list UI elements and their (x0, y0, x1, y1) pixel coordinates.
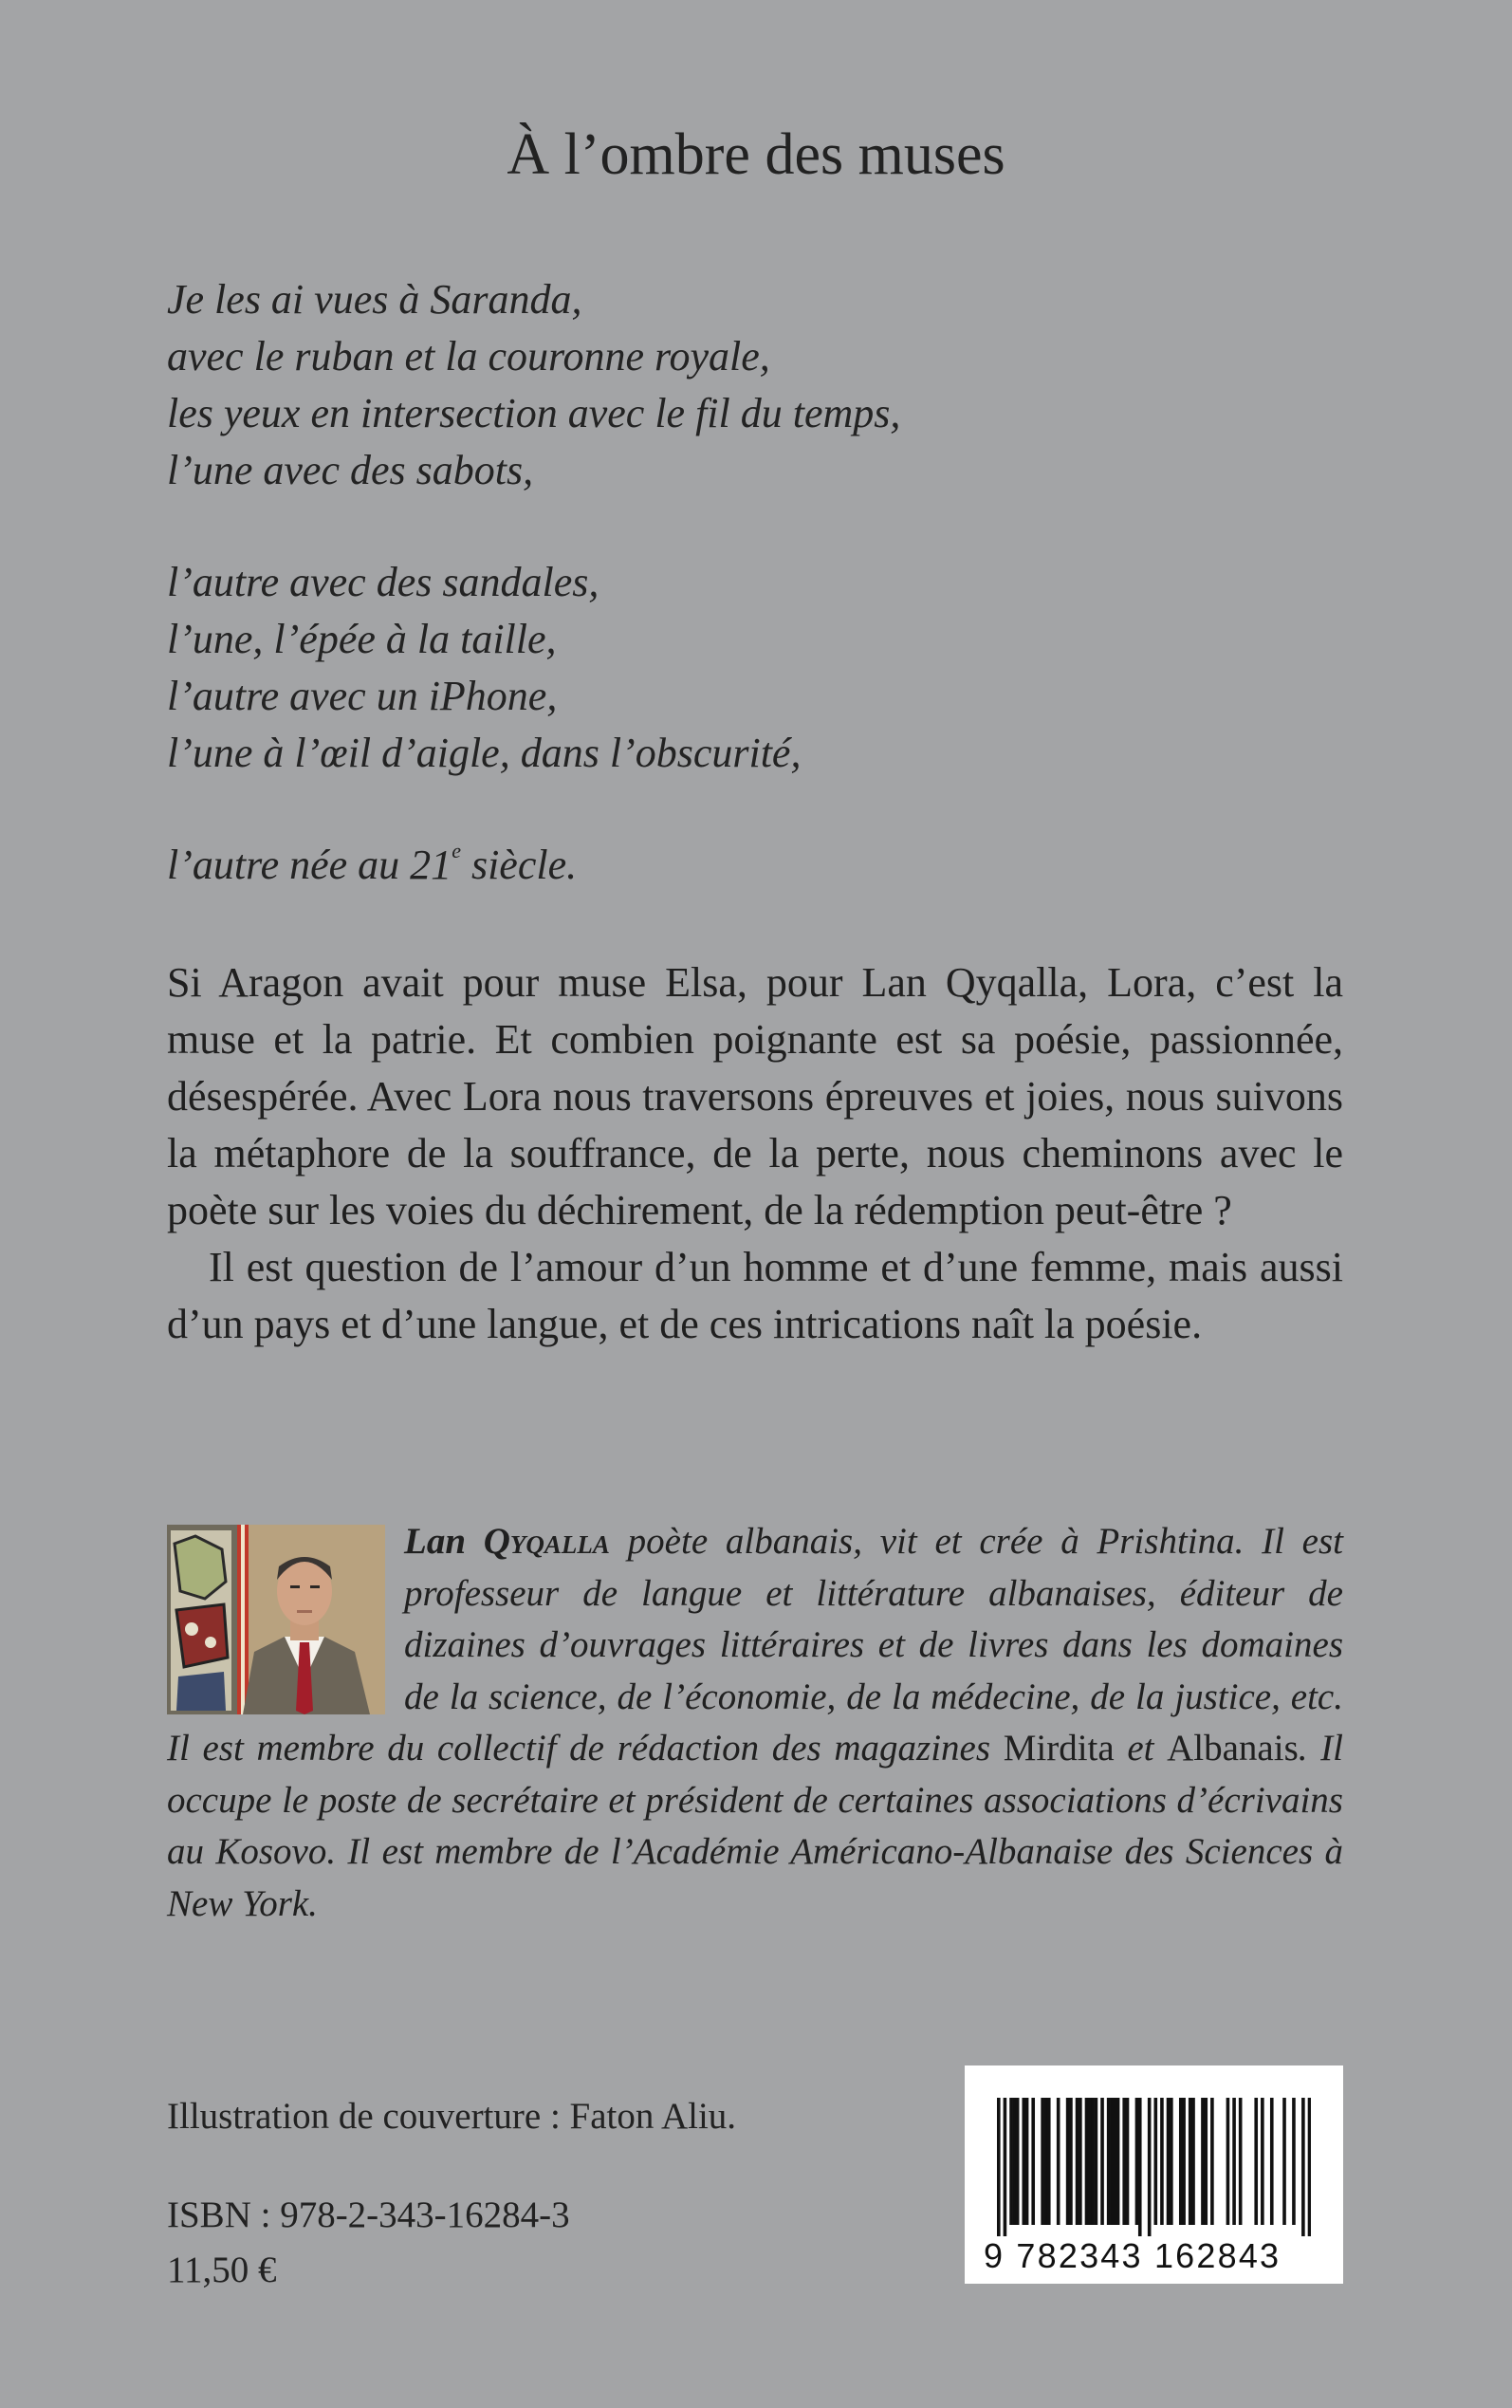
barcode-bar (1091, 2098, 1095, 2225)
photo-wrap-spacer (167, 1516, 404, 1721)
magazine-albanais: Albanais (1167, 1728, 1299, 1769)
poem-line: les yeux en intersection avec le fil du temps, (167, 390, 901, 436)
poem-line (167, 837, 1343, 894)
poem-line: Je les ai vues à Saranda, (167, 276, 582, 323)
barcode-bar (1066, 2098, 1070, 2225)
barcode-bar (1016, 2098, 1020, 2225)
barcode-bar (1201, 2098, 1205, 2225)
blurb-paragraph-2: Il est question de l’amour d’un homme et d’une femme, mais aussi d’un pays et d’une langue, et de ces intrications naît la poésie. (167, 1244, 1343, 1347)
barcode-bar (1013, 2098, 1017, 2225)
barcode-bar (1041, 2098, 1044, 2225)
isbn: ISBN : 978-2-343-16284-3 (167, 2195, 570, 2235)
barcode-bar (1116, 2098, 1120, 2225)
barcode-bar (1031, 2098, 1035, 2225)
poem-excerpt (167, 271, 1343, 949)
author-last-name: Qyqalla (483, 1521, 610, 1562)
poem-line: avec le ruban et la couronne royale, (167, 333, 770, 380)
author-name (404, 1521, 610, 1562)
bio-text-1: poète albanais, vit et crée à Prishtina. Il est professeur de langue et littérature albanaises, éditeur de dizaines d’ouvrages littéraires et de livres dans les domaines de la science, de l’économie, de la médecine, de la justice, etc. Il est membre du collectif de rédaction des magazines (167, 1521, 1343, 1769)
barcode-bar (1113, 2098, 1116, 2225)
barcode-bar (1100, 2098, 1104, 2225)
barcode-bar (1057, 2098, 1060, 2225)
barcode-bar (1148, 2098, 1152, 2236)
poem-stanza-1 (167, 271, 1343, 499)
poem-line: l’autre avec des sandales, (167, 559, 599, 605)
barcode-bar (1047, 2098, 1051, 2225)
author-first-name: Lan (404, 1521, 467, 1562)
bio-and: et (1114, 1728, 1168, 1769)
barcode-bar (1095, 2098, 1098, 2225)
barcode-bar (1261, 2098, 1264, 2225)
poem-stanza-3 (167, 837, 1343, 894)
barcode-bar (1210, 2098, 1214, 2225)
barcode-bar (997, 2098, 1001, 2236)
cover-illustration-credit: Illustration de couverture : Faton Aliu. (167, 2096, 737, 2137)
poem-line: l’une avec des sabots, (167, 447, 534, 493)
book-blurb (167, 954, 1343, 1353)
poem-line: l’une à l’œil d’aigle, dans l’obscurité, (167, 730, 802, 776)
barcode-bar (1076, 2098, 1079, 2225)
poem-line: l’autre avec un iPhone, (167, 673, 558, 719)
barcode-bar (1182, 2098, 1186, 2225)
barcode-digits: 9 782343 162843 (984, 2236, 1282, 2275)
barcode-bar (1022, 2098, 1025, 2225)
barcode-bar (1138, 2098, 1142, 2236)
poem-line-end: siècle. (460, 842, 578, 888)
book-title: À l’ombre des muses (507, 122, 1005, 187)
barcode-bar (1069, 2098, 1073, 2225)
barcode-bar (1107, 2098, 1111, 2225)
ordinal-superscript: e (452, 839, 461, 862)
barcode-bar (1126, 2098, 1130, 2225)
price: 11,50 € (167, 2250, 277, 2290)
barcode-bar (1167, 2098, 1171, 2225)
barcode-bar (1204, 2098, 1208, 2225)
barcode-bar (1189, 2098, 1192, 2225)
barcode-bar (1232, 2098, 1236, 2225)
barcode-bar (1226, 2098, 1230, 2225)
poem-stanza-2 (167, 554, 1343, 782)
barcode-bar (1292, 2098, 1296, 2225)
barcode-bar (1088, 2098, 1092, 2225)
barcode-bar (1154, 2098, 1158, 2225)
author-bio (167, 1516, 1343, 1930)
barcode-bar (1110, 2098, 1114, 2225)
barcode-bar (1122, 2098, 1126, 2225)
barcode-bar (1270, 2098, 1274, 2225)
barcode-bar (1160, 2098, 1164, 2225)
barcode-bar (1191, 2098, 1195, 2225)
barcode-bar (1025, 2098, 1029, 2225)
barcode-bar (1308, 2098, 1311, 2236)
barcode-bar (1239, 2098, 1243, 2225)
barcode-bar (1009, 2098, 1013, 2225)
blurb-paragraph-1: Si Aragon avait pour muse Elsa, pour Lan Qyqalla, Lora, c’est la muse et la patrie. Et combien poignante est sa poésie, passionnée, désespérée. Avec Lora nous traversons épreuves et joies, nous suivons la métaphore de la souffrance, de la perte, nous cheminons avec le poète sur les voies du déchirement, de la rédemption peut-être ? (167, 959, 1343, 1233)
bio-text-2: . Il occupe le poste de secrétaire et président de certaines associations d’écrivains au Kosovo. Il est membre de l’Académie Américano-Albanaise des Sciences à New York. (167, 1728, 1343, 1924)
barcode-bar (1044, 2098, 1048, 2225)
barcode-bar (1282, 2098, 1286, 2225)
magazine-mirdita: Mirdita (1003, 1728, 1115, 1769)
barcode-bar (1004, 2098, 1007, 2236)
barcode-bar (1301, 2098, 1305, 2236)
barcode-bar (1085, 2098, 1089, 2225)
barcode-bar (1079, 2098, 1082, 2225)
barcode-bar (1135, 2098, 1139, 2225)
poem-line: l’une, l’épée à la taille, (167, 616, 557, 662)
poem-line-start: l’autre née au 21 (167, 842, 452, 888)
barcode-bar (1179, 2098, 1183, 2225)
barcode-bar (1170, 2098, 1173, 2225)
barcode (965, 2065, 1343, 2284)
barcode-bar (1254, 2098, 1258, 2225)
barcode-bars (997, 2098, 1311, 2236)
